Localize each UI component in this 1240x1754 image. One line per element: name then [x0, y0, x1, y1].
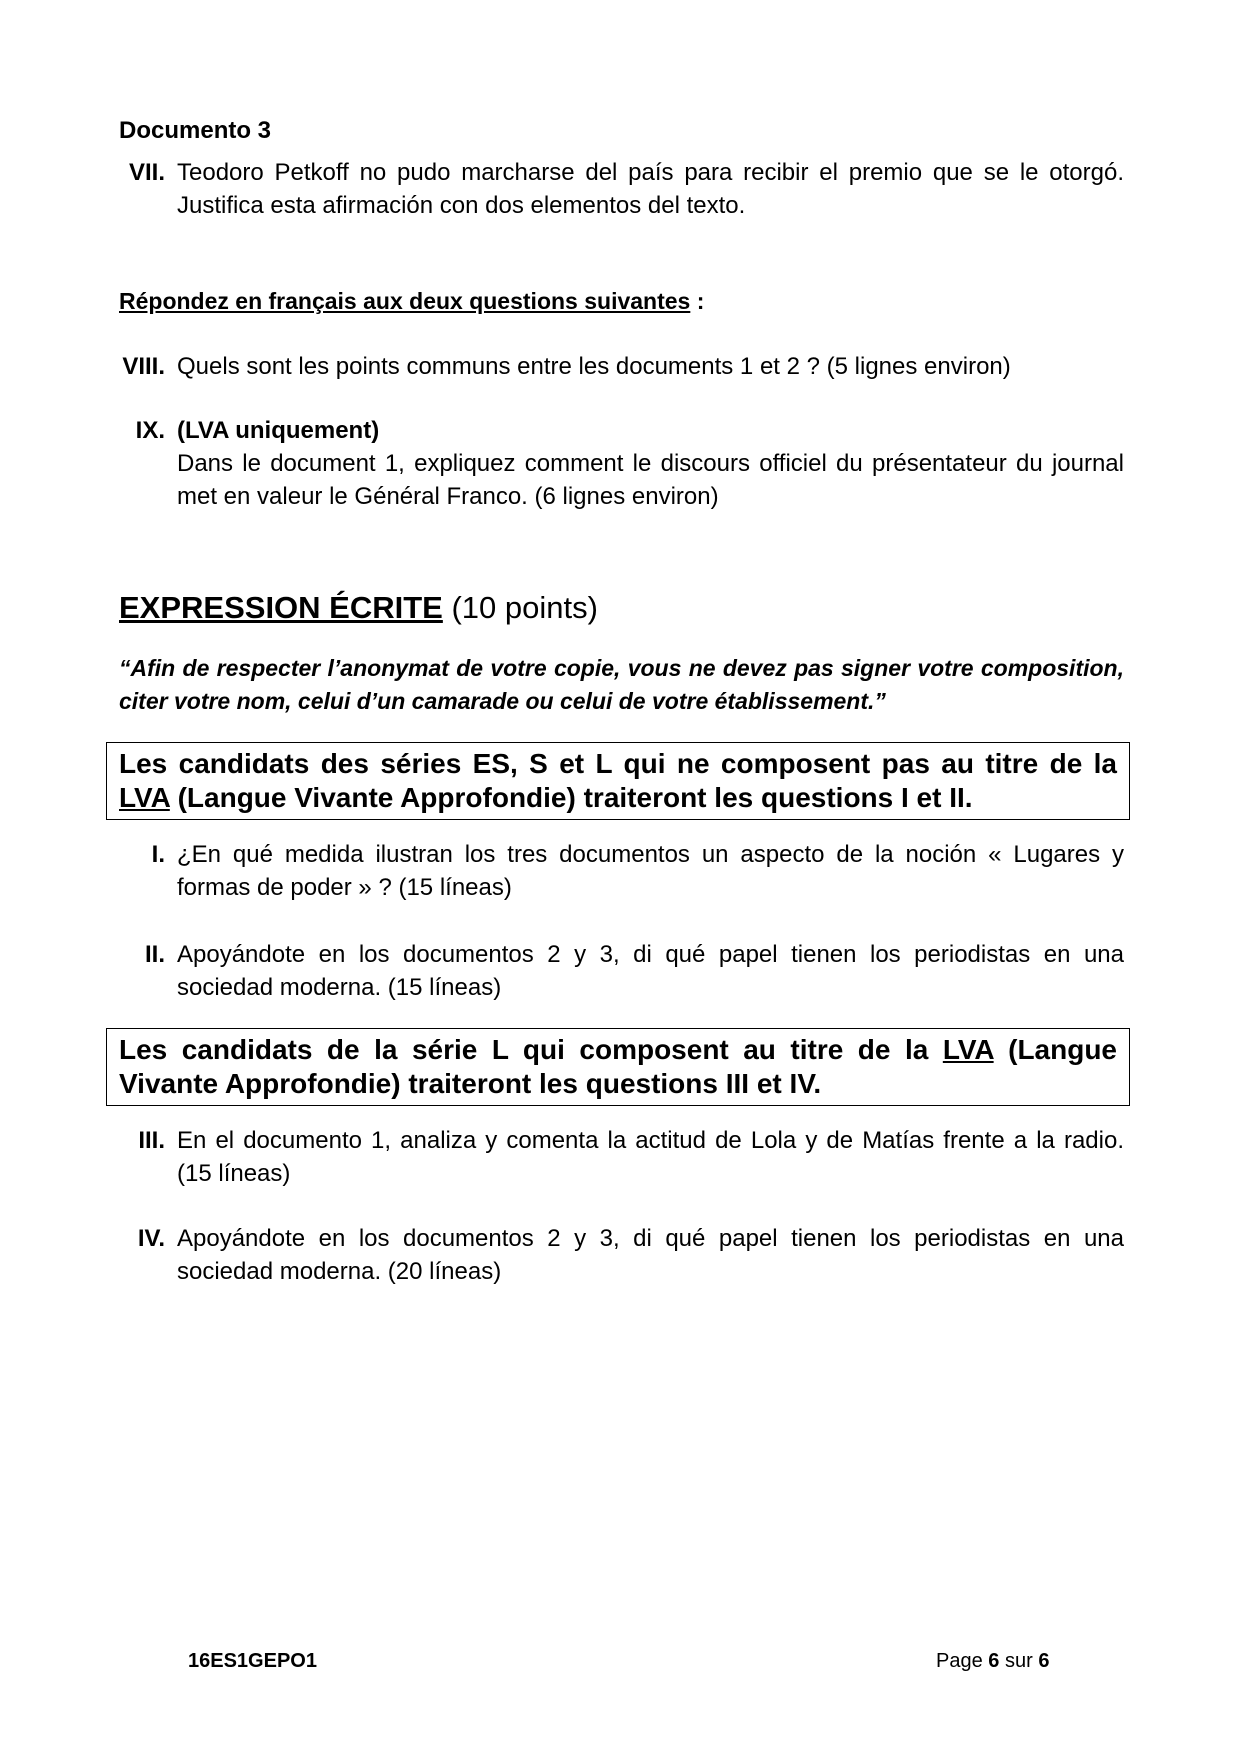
question-i — [119, 838, 1124, 904]
page-number — [936, 1650, 1049, 1673]
candidates-box-lva — [106, 1028, 1130, 1106]
exam-code: 16ES1GEPO1 — [188, 1650, 317, 1672]
question-ii — [119, 938, 1124, 1004]
page-separator: sur — [1004, 1650, 1033, 1672]
question-text: Quels sont les points communs entre les documents 1 et 2 ? (5 lignes environ) — [177, 353, 1011, 380]
question-ix — [119, 414, 1124, 513]
question-text: En el documento 1, analiza y comenta la actitud de Lola y de Matías frente a la radio. (15 líneas) — [177, 1127, 1124, 1187]
section-title — [119, 590, 598, 626]
question-subtitle: (LVA uniquement) — [177, 417, 380, 444]
box-text-start: Les candidats des séries ES, S et L qui ne composent pas au titre de la — [119, 748, 1117, 779]
question-number: IV. — [137, 1225, 165, 1252]
question-text: Teodoro Petkoff no pudo marcharse del país para recibir el premio que se le otorgó. Justifica esta afirmación con dos elementos del texto. — [177, 159, 1124, 219]
anonymity-note: “Afin de respecter l’anonymat de votre copie, vous ne devez pas signer votre composition, citer votre nom, celui d’un camarade ou celui de votre établissement.” — [119, 655, 1124, 714]
question-number: I. — [151, 841, 165, 868]
question-number: VII. — [128, 159, 165, 186]
page-current: 6 — [988, 1650, 1000, 1672]
question-viii — [119, 350, 1124, 383]
page-total: 6 — [1038, 1650, 1050, 1672]
box-lva-label: LVA — [942, 1034, 994, 1065]
instruction-line — [119, 288, 704, 315]
question-text: Apoyándote en los documentos 2 y 3, di qué papel tienen los periodistas en una sociedad moderna. (15 líneas) — [177, 941, 1124, 1001]
question-number: VIII. — [122, 353, 165, 380]
question-number: III. — [138, 1127, 165, 1154]
question-iii — [119, 1124, 1124, 1190]
candidates-box-es-s-l — [106, 742, 1130, 820]
instruction-colon: : — [696, 288, 705, 314]
page-word: Page — [936, 1650, 983, 1672]
question-number: II. — [144, 941, 165, 968]
question-text: Apoyándote en los documentos 2 y 3, di qué papel tienen los periodistas en una sociedad moderna. (20 líneas) — [177, 1225, 1124, 1285]
question-vii — [119, 156, 1124, 222]
section-title-label: EXPRESSION ÉCRITE — [119, 590, 443, 625]
question-number: IX. — [135, 417, 165, 444]
box-lva-label: LVA — [119, 782, 170, 813]
box-text-end: (Langue Vivante Approfondie) traiteront les questions III et IV. — [119, 1034, 1118, 1099]
instruction-label: Répondez en français aux deux questions suivantes — [119, 288, 691, 314]
document-heading: Documento 3 — [119, 117, 272, 144]
box-text-start: Les candidats de la série L qui composent au titre de la — [119, 1034, 929, 1065]
question-text: Dans le document 1, expliquez comment le discours officiel du présentateur du journal met en valeur le Général Franco. (6 lignes environ) — [177, 450, 1124, 510]
box-text-end: (Langue Vivante Approfondie) traiteront les questions I et II. — [177, 782, 973, 813]
question-iv — [119, 1222, 1124, 1288]
section-points: (10 points) — [451, 590, 598, 625]
question-text: ¿En qué medida ilustran los tres documentos un aspecto de la noción « Lugares y formas de poder » ? (15 líneas) — [177, 841, 1124, 901]
question-body — [177, 414, 1124, 513]
